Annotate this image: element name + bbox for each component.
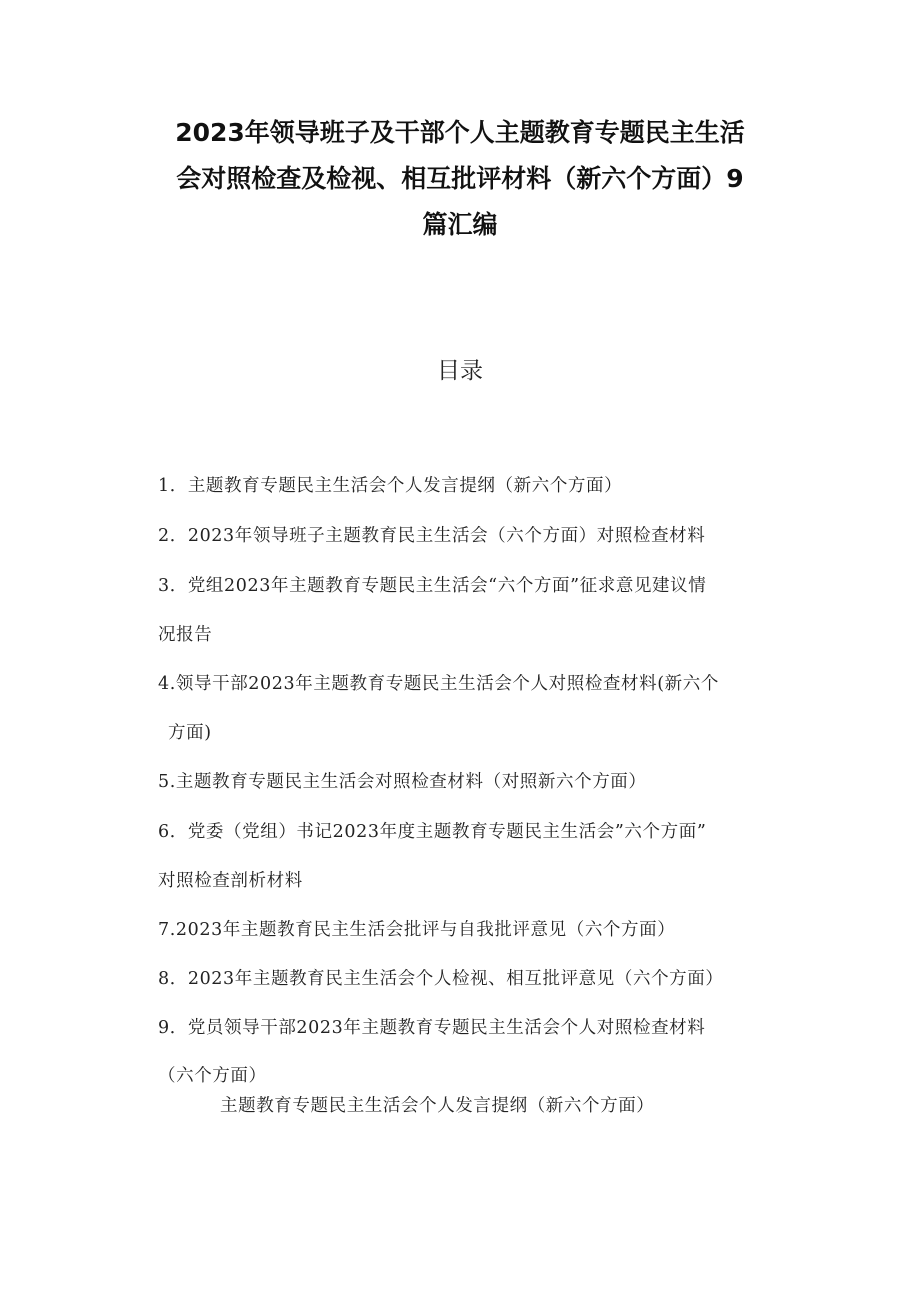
title-line-2: 会对照检查及检视、相互批评材料（新六个方面）9 xyxy=(176,164,744,193)
toc-item-9-cont: （六个方面） xyxy=(158,1066,267,1086)
toc-item-4: 4.领导干部2023年主题教育专题民主生活会个人对照检查材料(新六个 xyxy=(158,674,719,694)
toc-item-6: 6．党委（党组）书记2023年度主题教育专题民主生活会”六个方面” xyxy=(158,822,707,842)
toc-item-3-cont: 况报告 xyxy=(158,625,213,645)
toc-item-2: 2．2023年领导班子主题教育民主生活会（六个方面）对照检查材料 xyxy=(158,526,706,546)
document-title xyxy=(110,110,810,248)
section-heading: 主题教育专题民主生活会个人发言提纲（新六个方面） xyxy=(220,1096,655,1116)
title-line-1: 2023年领导班子及干部个人主题教育专题民主生活 xyxy=(175,118,745,147)
toc-item-5: 5.主题教育专题民主生活会对照检查材料（对照新六个方面） xyxy=(158,772,647,792)
toc-item-9: 9．党员领导干部2023年主题教育专题民主生活会个人对照检查材料 xyxy=(158,1018,706,1038)
toc-item-8: 8．2023年主题教育民主生活会个人检视、相互批评意见（六个方面） xyxy=(158,969,724,989)
toc-item-7: 7.2023年主题教育民主生活会批评与自我批评意见（六个方面） xyxy=(158,920,676,940)
toc-item-1: 1．主题教育专题民主生活会个人发言提纲（新六个方面） xyxy=(158,476,623,496)
toc-item-4-cont: 方面) xyxy=(168,723,212,743)
toc-item-6-cont: 对照检查剖析材料 xyxy=(158,871,303,891)
toc-item-3: 3．党组2023年主题教育专题民主生活会“六个方面”征求意见建议情 xyxy=(158,576,707,596)
title-line-3: 篇汇编 xyxy=(422,210,498,239)
toc-heading: 目录 xyxy=(437,358,483,384)
